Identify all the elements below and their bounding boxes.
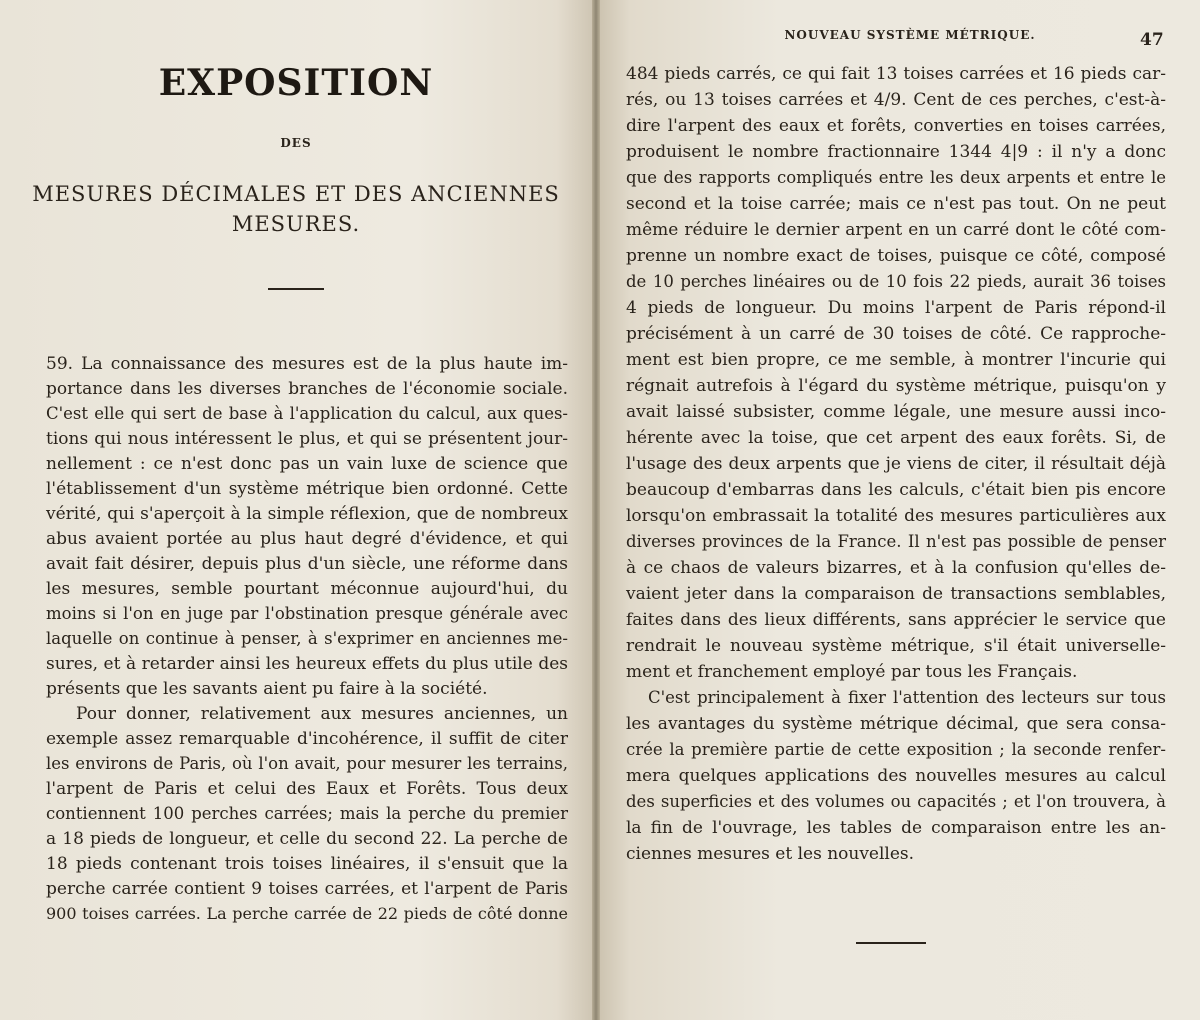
text-line: laquelle on continue à penser, à s'exprimer en anciennes me- bbox=[46, 629, 568, 648]
text-line: régnait autrefois à l'égard du système métrique, puisqu'on y bbox=[626, 376, 1166, 396]
page-title: EXPOSITION bbox=[158, 62, 434, 104]
text-line: que des rapports compliqués entre les deux arpents et entre le bbox=[626, 168, 1166, 187]
text-line: 484 pieds carrés, ce qui fait 13 toises carrées et 16 pieds car- bbox=[626, 64, 1166, 84]
text-line: l'arpent de Paris et celui des Eaux et Forêts. Tous deux bbox=[46, 779, 568, 799]
text-line: dire l'arpent des eaux et forêts, converties en toises carrées, bbox=[626, 116, 1166, 136]
text-line: exemple assez remarquable d'incohérence, il suffit de citer bbox=[46, 729, 568, 749]
text-line: hérente avec la toise, que cet arpent des eaux forêts. Si, de bbox=[626, 428, 1166, 448]
page-number: 47 bbox=[1140, 30, 1164, 50]
title-connector: DES bbox=[280, 136, 312, 150]
text-line: abus avaient portée au plus haut degré d'évidence, et qui bbox=[46, 529, 568, 549]
text-line: à ce chaos de valeurs bizarres, et à la confusion qu'elles de- bbox=[626, 558, 1166, 578]
text-line: 4 pieds de longueur. Du moins l'arpent de Paris répond-il bbox=[626, 298, 1166, 318]
text-line: présents que les savants aient pu faire à la société. bbox=[46, 679, 488, 699]
text-line: avait fait désirer, depuis plus d'un siècle, une réforme dans bbox=[46, 554, 568, 574]
text-line: avait laissé subsister, comme légale, une mesure aussi inco- bbox=[626, 402, 1166, 422]
text-line: ment et franchement employé par tous les Français. bbox=[626, 662, 1078, 682]
text-line: diverses provinces de la France. Il n'est pas possible de penser bbox=[626, 532, 1166, 551]
text-line: ciennes mesures et les nouvelles. bbox=[626, 844, 915, 864]
text-line: perche carrée contient 9 toises carrées, et l'arpent de Paris bbox=[46, 879, 568, 899]
text-line: produisent le nombre fractionnaire 1344 4|9 : il n'y a donc bbox=[626, 142, 1166, 162]
text-line: l'établissement d'un système métrique bien ordonné. Cette bbox=[46, 479, 568, 499]
text-line: crée la première partie de cette exposition ; la seconde renfer- bbox=[626, 740, 1166, 759]
text-line: de 10 perches linéaires ou de 10 fois 22 pieds, aurait 36 toises bbox=[626, 272, 1166, 291]
text-line: sures, et à retarder ainsi les heureux effets du plus utile des bbox=[46, 654, 568, 674]
text-line: vérité, qui s'aperçoit à la simple réflexion, que de nombreux bbox=[46, 504, 568, 524]
text-line: 900 toises carrées. La perche carrée de 22 pieds de côté donne bbox=[46, 904, 568, 923]
text-line: lorsqu'on embrassait la totalité des mesures particulières aux bbox=[626, 506, 1166, 526]
running-head: NOUVEAU SYSTÈME MÉTRIQUE. bbox=[784, 28, 1036, 42]
text-line: ment est bien propre, ce me semble, à montrer l'incurie qui bbox=[626, 350, 1166, 370]
text-line: second et la toise carrée; mais ce n'est pas tout. On ne peut bbox=[626, 194, 1166, 214]
text-line: 18 pieds contenant trois toises linéaires, il s'ensuit que la bbox=[46, 854, 568, 874]
text-line: même réduire le dernier arpent en un carré dont le côté com- bbox=[626, 220, 1166, 240]
text-line: nellement : ce n'est donc pas un vain luxe de science que bbox=[46, 454, 568, 474]
text-line: rés, ou 13 toises carrées et 4/9. Cent de ces perches, c'est-à- bbox=[626, 90, 1166, 110]
text-line: C'est elle qui sert de base à l'application du calcul, aux ques- bbox=[46, 404, 568, 423]
text-line: contiennent 100 perches carrées; mais la perche du premier bbox=[46, 804, 568, 823]
text-line: a 18 pieds de longueur, et celle du second 22. La perche de bbox=[46, 829, 568, 849]
text-line: les mesures, semble pourtant méconnue aujourd'hui, du bbox=[46, 579, 568, 599]
text-line: prenne un nombre exact de toises, puisque ce côté, composé bbox=[626, 246, 1166, 266]
right-body-text bbox=[626, 62, 1166, 902]
left-body-text bbox=[46, 352, 568, 972]
title-divider bbox=[268, 288, 324, 290]
book-gutter bbox=[592, 0, 600, 1020]
subtitle-line-2: MESURES. bbox=[231, 212, 361, 236]
text-line: des superficies et des volumes ou capacités ; et l'on trouvera, à bbox=[626, 792, 1166, 811]
text-line: Pour donner, relativement aux mesures anciennes, un bbox=[76, 704, 568, 724]
text-line: vaient jeter dans la comparaison de transactions semblables, bbox=[626, 584, 1166, 604]
text-line: 59. La connaissance des mesures est de la plus haute im- bbox=[46, 354, 568, 374]
text-line: précisément à un carré de 30 toises de côté. Ce rapproche- bbox=[626, 324, 1166, 344]
end-divider bbox=[856, 942, 926, 944]
text-line: beaucoup d'embarras dans les calculs, c'était bien pis encore bbox=[626, 480, 1166, 500]
text-line: la fin de l'ouvrage, les tables de comparaison entre les an- bbox=[626, 818, 1166, 838]
subtitle-line-1: MESURES DÉCIMALES ET DES ANCIENNES bbox=[32, 182, 560, 206]
text-line: portance dans les diverses branches de l'économie sociale. bbox=[46, 379, 568, 399]
text-line: C'est principalement à fixer l'attention des lecteurs sur tous bbox=[648, 688, 1166, 707]
text-line: les avantages du système métrique décimal, que sera consa- bbox=[626, 714, 1166, 734]
text-line: faites dans des lieux différents, sans apprécier le service que bbox=[626, 610, 1166, 630]
text-line: moins si l'on en juge par l'obstination presque générale avec bbox=[46, 604, 568, 623]
text-line: l'usage des deux arpents que je viens de citer, il résultait déjà bbox=[626, 454, 1166, 474]
text-line: rendrait le nouveau système métrique, s'il était universelle- bbox=[626, 636, 1166, 656]
text-line: tions qui nous intéressent le plus, et qui se présentent jour- bbox=[46, 429, 568, 449]
text-line: les environs de Paris, où l'on avait, pour mesurer les terrains, bbox=[46, 754, 568, 773]
text-line: mera quelques applications des nouvelles mesures au calcul bbox=[626, 766, 1166, 786]
